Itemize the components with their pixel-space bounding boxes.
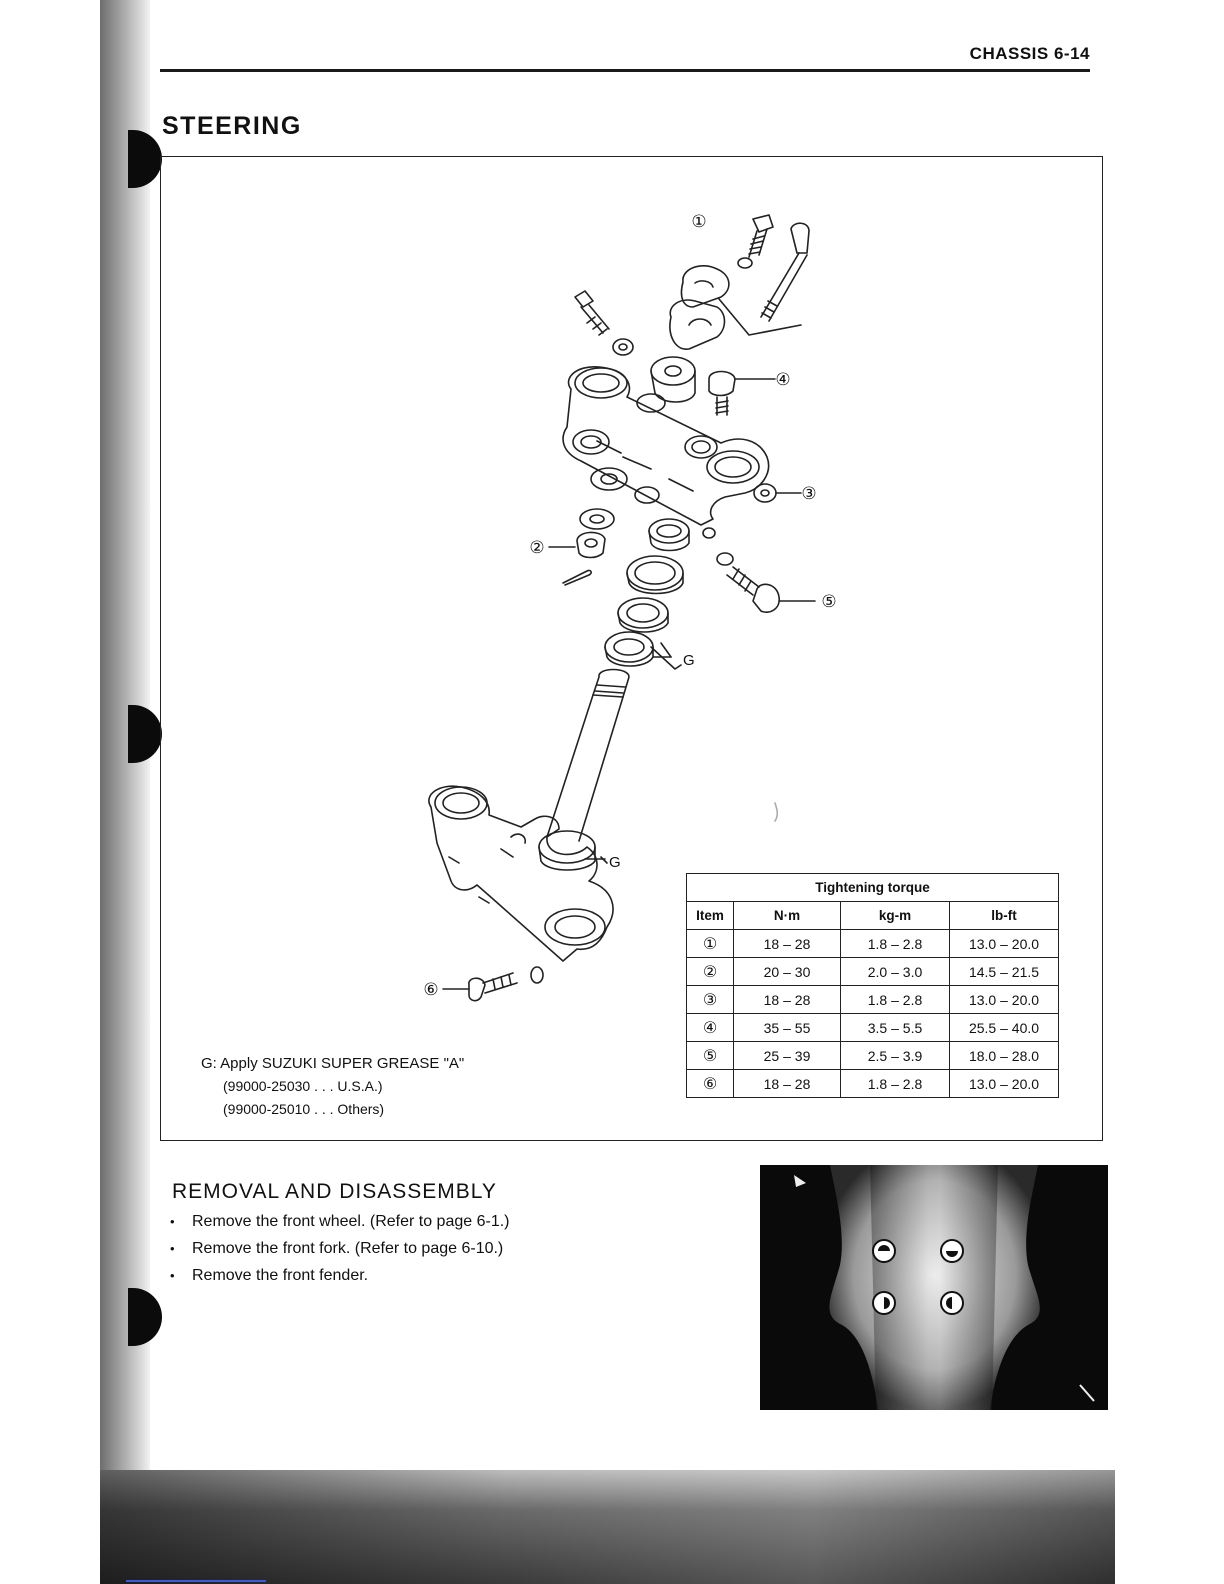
cell-kgm: 1.8 – 2.8 — [841, 986, 950, 1014]
nut-3-part — [754, 484, 801, 502]
list-item: • Remove the front fender. — [170, 1262, 510, 1289]
bolt-small-left-part — [575, 291, 633, 355]
cell-kgm: 2.0 – 3.0 — [841, 958, 950, 986]
cell-nm: 35 – 55 — [734, 1014, 841, 1042]
col-header-kgm: kg-m — [841, 902, 950, 930]
col-header-nm: N·m — [734, 902, 841, 930]
bolt-5-part — [717, 553, 815, 612]
binder-hole-1 — [128, 130, 162, 188]
steering-stem-part — [547, 670, 629, 842]
header-rule — [160, 69, 1090, 72]
bolt-4-part — [709, 372, 775, 416]
bolt-6-part — [443, 967, 543, 1001]
bolt-1-part — [738, 215, 773, 268]
table-row — [687, 1070, 1059, 1098]
grease-note-line-3: (99000-25010 . . . Others) — [223, 1101, 385, 1117]
cell-lbft: 18.0 – 28.0 — [950, 1042, 1059, 1070]
grease-label-upper: G — [683, 652, 695, 669]
cell-item: ⑥ — [687, 1070, 734, 1098]
binder-hole-2 — [128, 705, 162, 763]
cell-lbft: 13.0 – 20.0 — [950, 986, 1059, 1014]
cell-lbft: 14.5 – 21.5 — [950, 958, 1059, 986]
col-header-item: Item — [687, 902, 734, 930]
handlebar-clamp-part — [670, 266, 801, 349]
steering-figure — [160, 156, 1103, 1141]
removal-steps-list — [170, 1208, 510, 1289]
grease-note-line-2: (99000-25030 . . . U.S.A.) — [223, 1078, 383, 1094]
lower-bracket-part — [429, 786, 613, 961]
cell-nm: 18 – 28 — [734, 1070, 841, 1098]
table-row — [687, 1014, 1059, 1042]
tightening-torque-table — [686, 873, 1059, 1098]
binder-edge — [100, 0, 150, 1584]
page-bottom-shadow — [100, 1470, 1115, 1584]
binder-hole-3 — [128, 1288, 162, 1346]
col-header-lbft: lb-ft — [950, 902, 1059, 930]
cell-kgm: 1.8 – 2.8 — [841, 1070, 950, 1098]
grease-note — [201, 1052, 464, 1121]
cell-lbft: 13.0 – 20.0 — [950, 1070, 1059, 1098]
callout-3: ③ — [801, 484, 817, 504]
washers-part — [580, 468, 659, 529]
cell-item: ③ — [687, 986, 734, 1014]
upper-bracket-part — [563, 367, 769, 538]
callout-4: ④ — [775, 370, 791, 390]
table-row — [687, 930, 1059, 958]
cell-nm: 20 – 30 — [734, 958, 841, 986]
table-row — [687, 1042, 1059, 1070]
cell-nm: 18 – 28 — [734, 930, 841, 958]
list-item: • Remove the front fork. (Refer to page 6-10.) — [170, 1235, 510, 1262]
lower-bracket-photo — [760, 1165, 1108, 1410]
cell-lbft: 13.0 – 20.0 — [950, 930, 1059, 958]
callout-1: ① — [691, 212, 707, 232]
bottom-link-underline — [126, 1580, 266, 1582]
callout-5: ⑤ — [821, 592, 837, 612]
cell-item: ② — [687, 958, 734, 986]
cell-kgm: 3.5 – 5.5 — [841, 1014, 950, 1042]
cell-kgm: 1.8 – 2.8 — [841, 930, 950, 958]
table-row — [687, 958, 1059, 986]
nut-2-part — [549, 532, 605, 585]
table-row — [687, 986, 1059, 1014]
cell-item: ⑤ — [687, 1042, 734, 1070]
removal-section-title: REMOVAL AND DISASSEMBLY — [172, 1180, 497, 1203]
list-item: • Remove the front wheel. (Refer to page 6-1.) — [170, 1208, 510, 1235]
bearing-races-part — [605, 519, 689, 666]
cell-kgm: 2.5 – 3.9 — [841, 1042, 950, 1070]
cell-lbft: 25.5 – 40.0 — [950, 1014, 1059, 1042]
callout-6: ⑥ — [423, 980, 439, 1000]
cell-nm: 25 – 39 — [734, 1042, 841, 1070]
grease-note-line-1: G: Apply SUZUKI SUPER GREASE "A" — [201, 1055, 465, 1072]
callout-2: ② — [529, 538, 545, 558]
cell-nm: 18 – 28 — [734, 986, 841, 1014]
section-title: STEERING — [162, 112, 302, 140]
grease-label-lower: G — [609, 854, 621, 871]
page-label: CHASSIS 6-14 — [969, 44, 1090, 63]
cell-item: ① — [687, 930, 734, 958]
torque-table-title: Tightening torque — [687, 874, 1059, 902]
cell-item: ④ — [687, 1014, 734, 1042]
long-bolt-part — [761, 223, 809, 321]
